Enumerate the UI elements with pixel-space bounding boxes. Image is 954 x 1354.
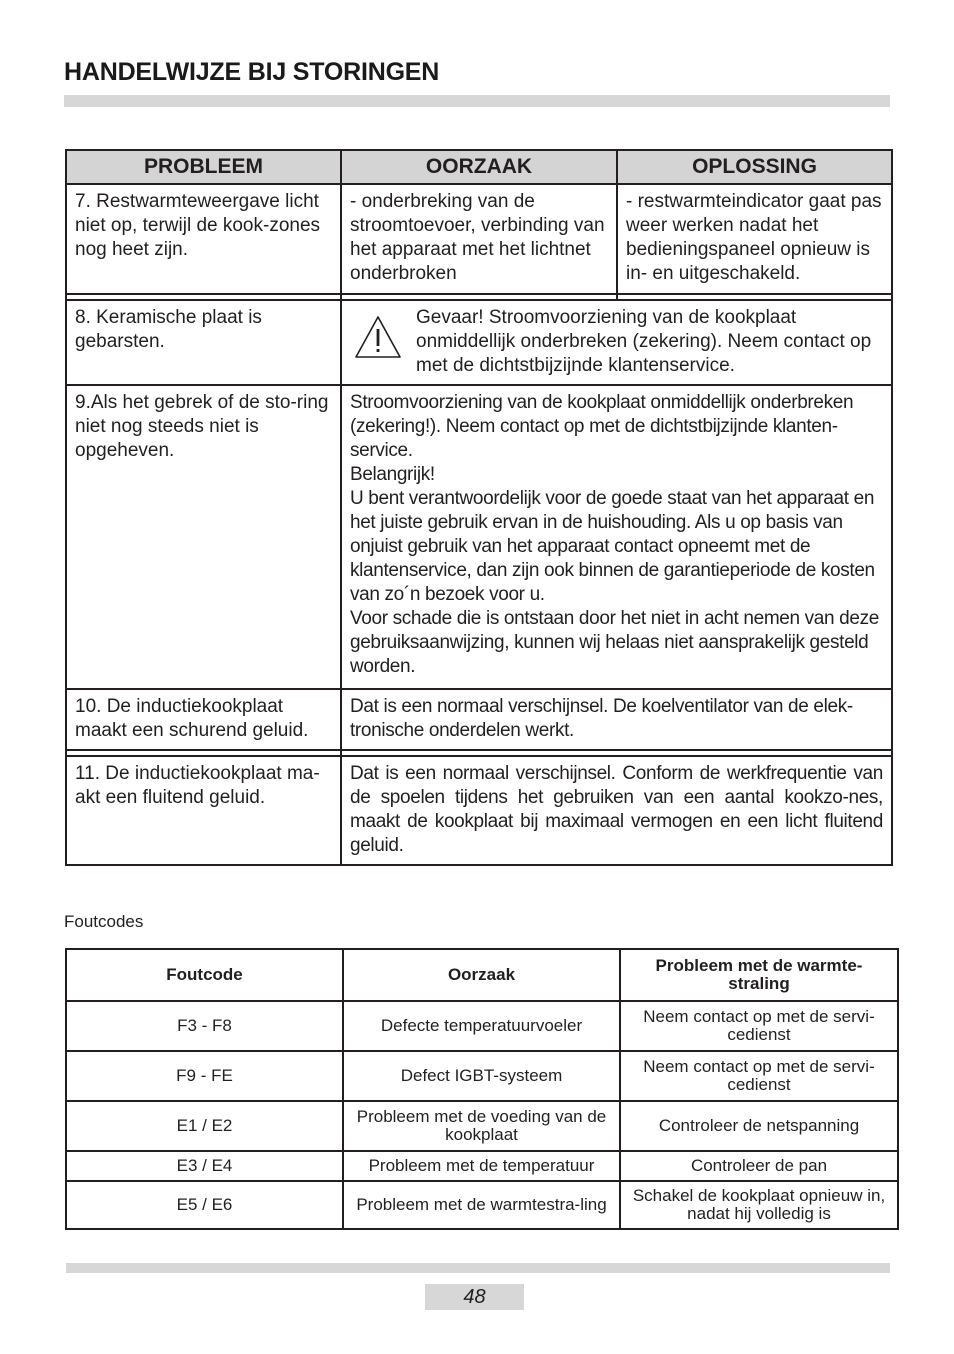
code-cell: E3 / E4 [66, 1151, 343, 1181]
header-oorzaak: Oorzaak [343, 949, 620, 1001]
warning-triangle-icon [354, 315, 402, 359]
table-row [66, 1001, 898, 1051]
action-cell: Neem contact op met de servi-cedienst [620, 1051, 898, 1101]
troubleshooting-table [65, 149, 893, 866]
cause-cell: Defect IGBT-systeem [343, 1051, 620, 1101]
table-row [66, 300, 892, 385]
table-row [66, 1151, 898, 1181]
table-header-row [66, 150, 892, 184]
warning-text: Gevaar! Stroomvoorziening van de kookplaat onmiddellijk onderbreken (zekering). Neem contact op met de dichtstbijzijnde klantenservice. [416, 307, 872, 376]
problem-cell: 10. De inductiekookplaat maakt een schurend geluid. [66, 689, 341, 750]
code-cell: E1 / E2 [66, 1101, 343, 1151]
page-number: 48 [425, 1284, 524, 1310]
table-row [66, 385, 892, 689]
footer-rule [66, 1263, 890, 1273]
header-probleem: Probleem met de warmte-straling [620, 949, 898, 1001]
info-cell [341, 385, 892, 689]
error-codes-caption: Foutcodes [64, 912, 144, 931]
table-row [66, 1101, 898, 1151]
header-foutcode: Foutcode [66, 949, 343, 1001]
action-cell: Neem contact op met de servi-cedienst [620, 1001, 898, 1051]
info-text: U bent verantwoordelijk voor de goede staat van het apparaat en het juiste gebruik ervan in de huishouding. Als u op basis van onjuist gebruik van het apparaat contact opneemt met de klantenservice, dan zijn ook binnen de garantieperiode de kosten van zo´n bezoek voor u. [350, 488, 875, 605]
cause-cell: - onderbreking van de stroomtoevoer, verbinding van het apparaat met het lichtnet onderbroken [341, 184, 617, 294]
info-text: Voor schade die is ontstaan door het niet in acht nemen van deze gebruiksaanwijzing, kunnen wij helaas niet aansprakelijk gesteld worden. [350, 608, 879, 677]
info-heading: Belangrijk! [350, 464, 435, 485]
header-oplossing: OPLOSSING [617, 150, 892, 184]
table-row [66, 1051, 898, 1101]
table-row [66, 689, 892, 750]
warning-cell [341, 300, 892, 385]
code-cell: F3 - F8 [66, 1001, 343, 1051]
code-cell: F9 - FE [66, 1051, 343, 1101]
table-row [66, 756, 892, 865]
action-cell: Controleer de pan [620, 1151, 898, 1181]
info-cell: Dat is een normaal verschijnsel. Conform de werkfrequentie van de spoelen tijdens het gebruiken van een aantal kookzo-nes, maakt de kookplaat bij maximaal vermogen en een licht fluitend geluid. [341, 756, 892, 865]
problem-cell: 11. De inductiekookplaat ma-akt een fluitend geluid. [66, 756, 341, 865]
cause-cell: Probleem met de voeding van de kookplaat [343, 1101, 620, 1151]
action-cell: Schakel de kookplaat opnieuw in, nadat hij volledig is [620, 1181, 898, 1229]
problem-cell: 9.Als het gebrek of de sto-ring niet nog steeds niet is opgeheven. [66, 385, 341, 689]
cause-cell: Defecte temperatuurvoeler [343, 1001, 620, 1051]
header-oorzaak: OORZAAK [341, 150, 617, 184]
problem-cell: 8. Keramische plaat is gebarsten. [66, 300, 341, 385]
code-cell: E5 / E6 [66, 1181, 343, 1229]
header-rule [64, 95, 890, 107]
header-probleem: PROBLEEM [66, 150, 341, 184]
cause-cell: Probleem met de temperatuur [343, 1151, 620, 1181]
table-header-row [66, 949, 898, 1001]
cause-cell: Probleem met de warmtestra-ling [343, 1181, 620, 1229]
table-row [66, 1181, 898, 1229]
page-title: HANDELWIJZE BIJ STORINGEN [64, 58, 440, 86]
info-cell: Dat is een normaal verschijnsel. De koelventilator van de elek-tronische onderdelen werkt. [341, 689, 892, 750]
info-text: Stroomvoorziening van de kookplaat onmiddellijk onderbreken (zekering!). Neem contact op met de dichtstbijzijnde klanten-service. [350, 392, 854, 461]
problem-cell: 7. Restwarmteweergave licht niet op, terwijl de kook-zones nog heet zijn. [66, 184, 341, 294]
error-codes-table [65, 948, 899, 1230]
table-row [66, 184, 892, 294]
solution-cell: - restwarmteindicator gaat pas weer werken nadat het bedieningspaneel opnieuw is in- en uitgeschakeld. [617, 184, 892, 294]
action-cell: Controleer de netspanning [620, 1101, 898, 1151]
